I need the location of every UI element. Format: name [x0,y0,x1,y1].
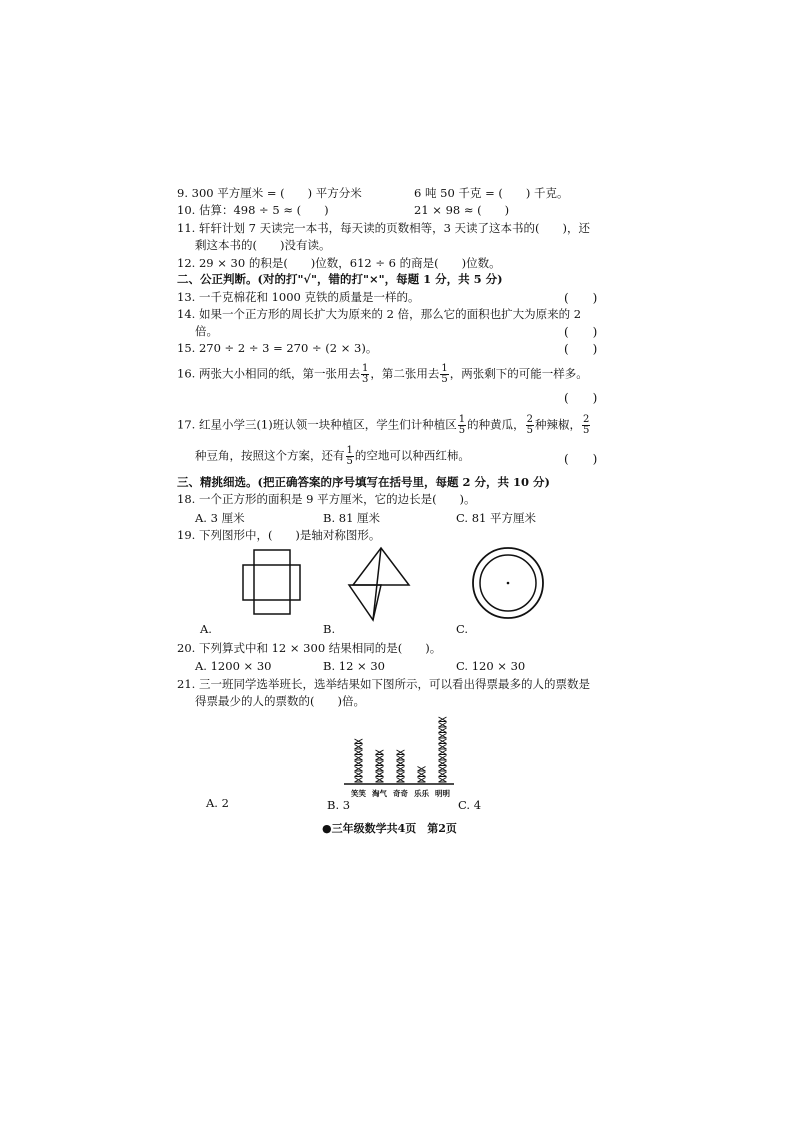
answer-paren-15[interactable]: ( ) [564,342,598,356]
tally-mark [355,750,363,755]
fraction-denominator: 3 [361,374,369,385]
question-9 [177,186,362,201]
tally-mark [376,761,384,766]
fraction-numerator: 1 [458,414,466,425]
chart-bars [355,717,447,782]
question-17-line-2 [195,446,470,467]
question-19: 19. 下列图形中，( )是轴对称图形。 [177,528,381,542]
question-21-line-2: 得票最少的人的票数的( )倍。 [195,694,365,708]
chart-bar-1 [376,750,384,782]
tally-mark [418,767,426,772]
answer-paren-17[interactable]: ( ) [564,452,598,466]
tally-mark [439,761,447,766]
fraction-denominator: 5 [582,425,590,436]
fraction-denominator: 5 [441,374,448,385]
chart-category-label: 奇奇 [393,789,408,798]
tally-mark [439,772,447,777]
fraction-numerator: 2 [526,414,533,425]
tally-mark [397,761,405,766]
question-21-line-1: 21. 三一班同学选举班长，选举结果如下图所示，可以看出得票最多的人的票数是 [177,677,590,691]
fraction-one-third [361,364,369,385]
question-18: 18. 一个正方形的面积是 9 平方厘米，它的边长是( )。 [177,492,476,506]
question-14-line-1: 14. 如果一个正方形的周长扩大为原来的 2 倍，那么它的面积也扩大为原来的 2 [177,307,582,321]
answer-paren-16[interactable]: ( ) [564,391,598,405]
question-17-line-1 [177,415,591,436]
figure-pinwheel-triangles [345,545,413,623]
question-16-text-a: 16. 两张大小相同的纸，第一张用去 [177,366,360,381]
fraction-numerator: 1 [361,363,369,374]
chart-bar-4 [439,717,447,782]
question-17-text-c: 种辣椒， [534,417,581,432]
tally-mark [439,756,447,761]
tally-mark [439,745,447,750]
chart-category-label: 淘气 [372,789,387,798]
tally-mark [439,750,447,755]
chart-category-label: 明明 [435,789,450,798]
question-16-text-b: ，第二张用去 [370,366,440,381]
wide-rectangle [243,565,300,600]
tally-mark [376,767,384,772]
question-15: 15. 270 ÷ 2 ÷ 3 = 270 ÷ (2 × 3)。 [177,341,378,355]
fraction-numerator: 1 [346,445,353,456]
fraction-two-fifths [526,415,534,436]
tally-mark [376,750,384,755]
answer-paren-13[interactable]: ( ) [564,291,598,305]
chart-bar-3 [418,767,426,783]
question-10-part-a: 10. 估算：498 ÷ 5 ≈ ( ) [177,203,329,217]
tally-mark [355,756,363,761]
question-20-option-a[interactable]: A. 1200 × 30 [195,659,272,673]
tally-mark [355,767,363,772]
tally-mark [355,761,363,766]
tally-mark [439,734,447,739]
question-20-option-c[interactable]: C. 120 × 30 [456,659,526,673]
tally-mark [439,717,447,722]
question-20-option-b[interactable]: B. 12 × 30 [323,659,385,673]
tally-mark [376,756,384,761]
question-17-text-a: 17. 红星小学三(1)班认领一块种植区，学生们计种植区 [177,417,457,432]
question-13: 13. 一千克棉花和 1000 克铁的质量是一样的。 [177,290,420,304]
fraction-denominator: 5 [526,425,533,436]
tally-mark [418,772,426,777]
tally-mark [355,739,363,744]
chart-bar-2 [397,750,405,782]
question-9-part-b: 6 吨 50 千克 = ( ) 千克。 [414,186,569,200]
chart-category-label: 乐乐 [414,789,429,798]
fraction-one-fifth [346,446,354,467]
question-18-option-c[interactable]: C. 81 平方厘米 [456,511,536,525]
question-18-option-b[interactable]: B. 81 厘米 [323,511,381,525]
question-11-line-1: 11. 轩轩计划 7 天读完一本书，每天读的页数相等，3 天读了这本书的( )，还 [177,221,591,235]
tally-mark [439,778,447,783]
question-16 [177,364,588,385]
question-19-option-b[interactable]: B. [323,622,336,636]
chart-labels [351,788,450,798]
question-18-option-a[interactable]: A. 3 厘米 [195,511,245,525]
question-9-part-a: 9. 300 平方厘米 = ( ) 平方分米 [177,186,362,200]
tally-mark [439,723,447,728]
tally-mark [397,750,405,755]
tall-rectangle [254,550,290,614]
triangle-divider [373,548,381,620]
question-10-part-b: 21 × 98 ≈ ( ) [414,203,510,217]
tally-mark [355,745,363,750]
fraction-numerator: 2 [582,414,590,425]
tally-mark [418,778,426,783]
figure-concentric-circles [470,545,548,623]
fraction-one-fifth [458,415,466,436]
question-21-option-a[interactable]: A. 2 [206,796,229,810]
question-16-text-c: ，两张剩下的可能一样多。 [449,366,588,381]
tally-mark [355,778,363,783]
fraction-numerator: 1 [441,363,448,374]
question-20: 20. 下列算式中和 12 × 300 结果相同的是( )。 [177,641,442,655]
fraction-two-fifths [582,415,590,436]
page-footer: ●三年级数学共4页 第2页 [322,822,457,835]
chart-bar-0 [355,739,363,782]
center-dot [507,582,510,585]
fraction-one-fifth [440,364,448,385]
tally-mark [397,778,405,783]
question-12: 12. 29 × 30 的积是( )位数，612 ÷ 6 的商是( )位数。 [177,256,501,270]
tally-mark [397,756,405,761]
question-17-text-e: 的空地可以种西红柿。 [354,448,470,463]
question-21-option-b[interactable]: B. 3 [327,798,351,812]
section-2-heading: 二、公正判断。(对的打"√"，错的打"×"，每题 1 分，共 5 分) [177,272,503,286]
tally-mark [439,739,447,744]
question-11-line-2: 剩这本书的( )没有读。 [195,238,331,252]
fraction-denominator: 5 [346,456,353,467]
vote-bar-chart [338,708,458,800]
fraction-denominator: 5 [458,425,466,436]
question-14-line-2: 倍。 [195,324,218,338]
question-21-option-c[interactable]: C. 4 [458,798,482,812]
tally-mark [376,772,384,777]
tally-mark [397,767,405,772]
tally-mark [397,772,405,777]
chart-category-label: 笑笑 [351,789,366,798]
figure-overlapping-rectangles [240,548,305,618]
question-17-text-d: 种豆角，按照这个方案，还有 [195,448,345,463]
answer-paren-14[interactable]: ( ) [564,325,598,339]
question-19-option-c[interactable]: C. [456,622,469,636]
section-3-heading: 三、精挑细选。(把正确答案的序号填写在括号里，每题 2 分，共 10 分) [177,475,550,489]
tally-mark [439,767,447,772]
tally-mark [376,778,384,783]
question-19-option-a[interactable]: A. [200,622,212,636]
tally-mark [355,772,363,777]
question-17-text-b: 的种黄瓜， [467,417,525,432]
tally-mark [439,728,447,733]
